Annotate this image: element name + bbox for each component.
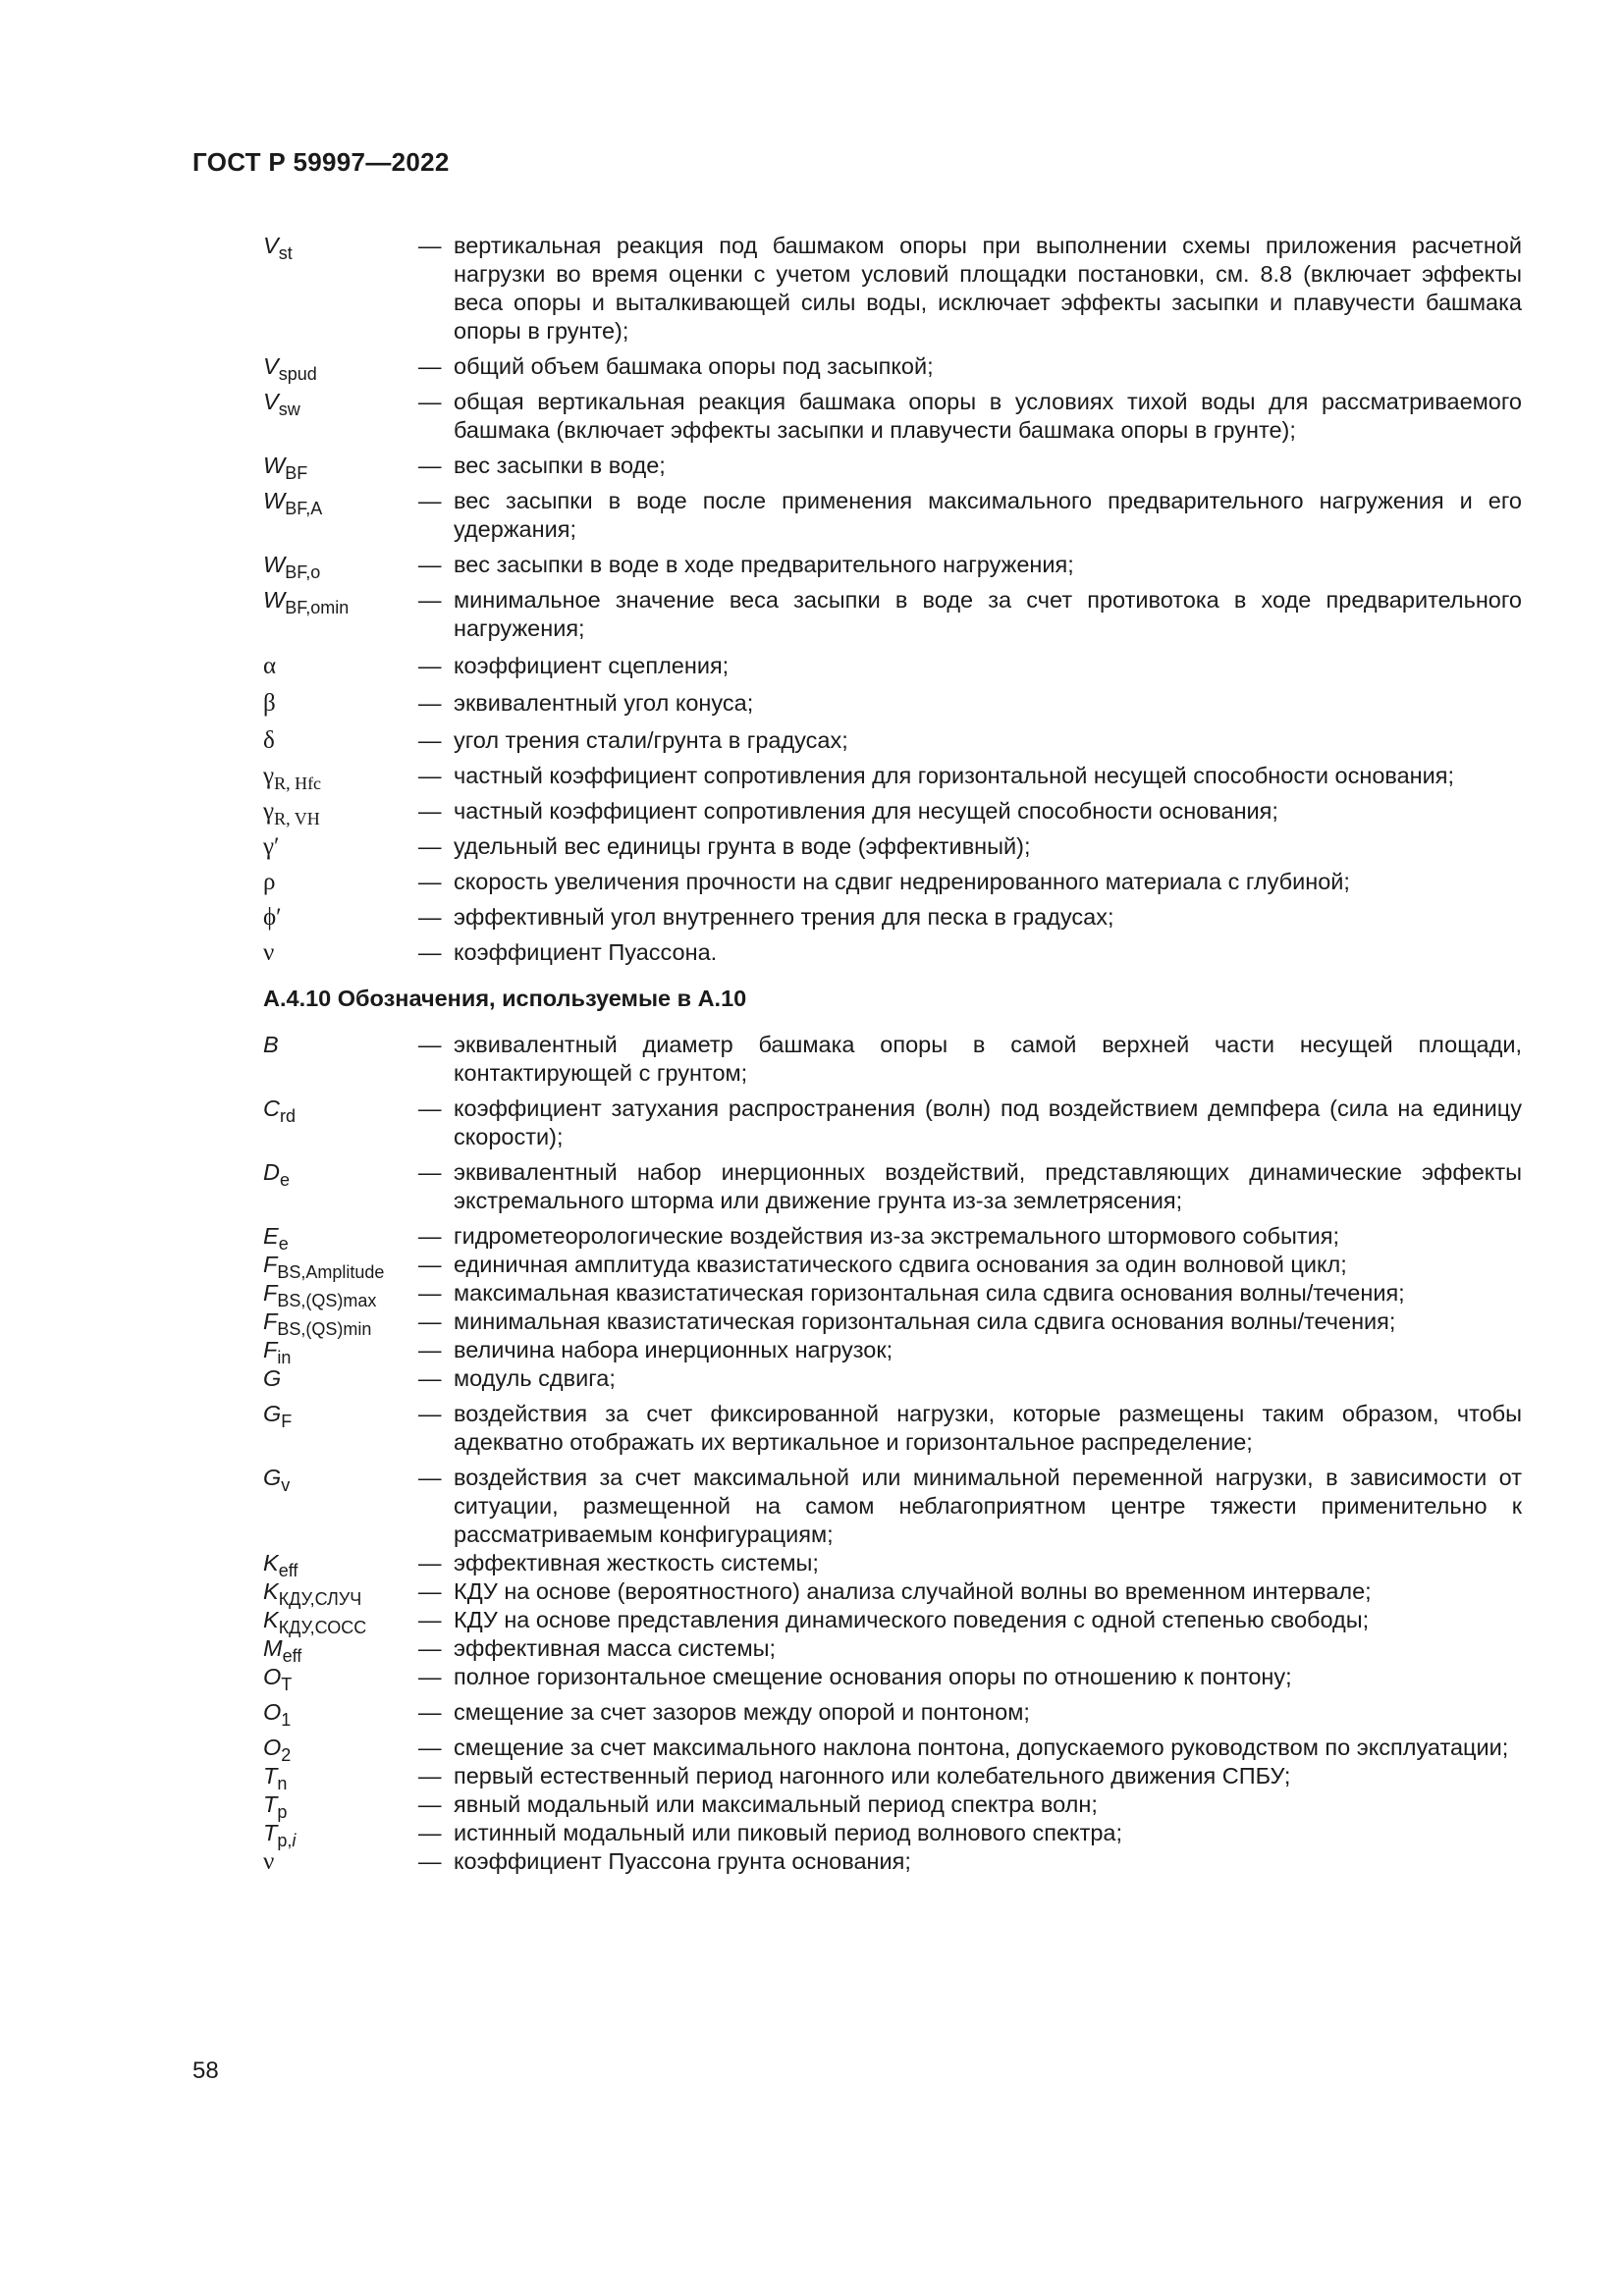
symbol-base: W bbox=[263, 552, 286, 577]
symbol-definition: вес засыпки в воде после применения максимального предварительного нагружения и его удержания; bbox=[454, 488, 1522, 542]
symbol-subscript: BF bbox=[285, 463, 308, 483]
symbol-base: E bbox=[263, 1223, 279, 1249]
symbol-subscript: e bbox=[279, 1170, 290, 1190]
symbol-row bbox=[263, 487, 1522, 544]
symbol-definition: истинный модальный или пиковый период волнового спектра; bbox=[454, 1820, 1123, 1845]
em-dash: — bbox=[418, 653, 442, 678]
symbol-base: G bbox=[263, 1365, 282, 1391]
symbol-subscript: 2 bbox=[281, 1745, 292, 1765]
document-header: ГОСТ Р 59997—2022 bbox=[192, 147, 450, 177]
symbol-row bbox=[263, 1606, 1522, 1637]
symbol-base: ϕ′ bbox=[263, 904, 282, 931]
symbol-base: T bbox=[263, 1791, 278, 1817]
symbol-subscript: n bbox=[277, 1774, 288, 1793]
symbol-row bbox=[263, 551, 1522, 582]
symbol-row bbox=[263, 1819, 1522, 1850]
symbol-row bbox=[263, 938, 1522, 967]
symbol-definition: единичная амплитуда квазистатического сдвига основания за один волновой цикл; bbox=[454, 1252, 1347, 1277]
em-dash: — bbox=[418, 869, 442, 894]
symbol-definition: общая вертикальная реакция башмака опоры в условиях тихой воды для рассматриваемого башмака (включает эффекты засыпки и плавучести башмака опоры в грунте); bbox=[454, 389, 1522, 443]
symbol-row bbox=[263, 832, 1522, 861]
em-dash: — bbox=[418, 353, 442, 379]
symbol-base: C bbox=[263, 1095, 280, 1121]
symbol-base: γ bbox=[263, 763, 275, 789]
symbol-definition: модуль сдвига; bbox=[454, 1365, 616, 1391]
symbols-section-a bbox=[263, 232, 1522, 967]
symbol bbox=[263, 1095, 418, 1126]
symbol-base: O bbox=[263, 1735, 282, 1760]
symbol-row bbox=[263, 1663, 1522, 1694]
symbol-definition: частный коэффициент сопротивления для несущей способности основания; bbox=[454, 798, 1278, 824]
section-heading: А.4.10 Обозначения, используемые в А.10 bbox=[263, 986, 747, 1011]
em-dash: — bbox=[418, 1763, 442, 1789]
symbol-subscript: BF,A bbox=[285, 499, 323, 518]
symbol bbox=[263, 1698, 418, 1730]
em-dash: — bbox=[418, 1032, 442, 1057]
em-dash: — bbox=[418, 1664, 442, 1689]
em-dash: — bbox=[418, 1223, 442, 1249]
symbol-base: V bbox=[263, 233, 279, 258]
em-dash: — bbox=[418, 1848, 442, 1874]
symbol-base: β bbox=[263, 690, 276, 717]
symbol-base: D bbox=[263, 1159, 280, 1185]
symbol bbox=[263, 652, 418, 680]
symbol-subscript: v bbox=[281, 1475, 291, 1495]
em-dash: — bbox=[418, 1365, 442, 1391]
em-dash: — bbox=[418, 939, 442, 965]
symbol-base: T bbox=[263, 1820, 278, 1845]
symbol bbox=[263, 1734, 418, 1765]
symbol bbox=[263, 938, 418, 967]
symbol bbox=[263, 868, 418, 896]
symbol bbox=[263, 551, 418, 582]
symbol-row bbox=[263, 232, 1522, 346]
symbol bbox=[263, 1762, 418, 1793]
symbol-subscript: R, VH bbox=[274, 809, 320, 828]
symbol-definition: частный коэффициент сопротивления для горизонтальной несущей способности основания; bbox=[454, 763, 1455, 788]
symbol-row bbox=[263, 1400, 1522, 1457]
em-dash: — bbox=[418, 1791, 442, 1817]
symbol-row bbox=[263, 903, 1522, 932]
symbol bbox=[263, 726, 418, 755]
symbol-base: V bbox=[263, 389, 279, 414]
symbol bbox=[263, 1819, 418, 1850]
symbol-row bbox=[263, 1308, 1522, 1339]
symbols-list bbox=[263, 232, 1522, 1876]
symbol-definition: коэффициент затухания распространения (волн) под воздействием демпфера (сила на единицу скорости); bbox=[454, 1095, 1522, 1149]
em-dash: — bbox=[418, 1735, 442, 1760]
symbol bbox=[263, 1549, 418, 1580]
symbol-row bbox=[263, 1222, 1522, 1254]
symbol-base: B bbox=[263, 1032, 279, 1057]
symbol-subscript: e bbox=[278, 1234, 289, 1254]
symbol-definition: воздействия за счет максимальной или минимальной переменной нагрузки, в зависимости от ситуации, размещенной на самом неблагоприятном центре тяжести применительно к рассматриваемым конфигурациям; bbox=[454, 1465, 1522, 1547]
symbol-row bbox=[263, 868, 1522, 896]
symbol bbox=[263, 388, 418, 419]
symbol-base: ν bbox=[263, 939, 275, 966]
symbol-definition: вес засыпки в воде в ходе предварительного нагружения; bbox=[454, 552, 1074, 577]
symbol-definition: эффективный угол внутреннего трения для песка в градусах; bbox=[454, 904, 1114, 930]
symbol-base: F bbox=[263, 1280, 278, 1306]
symbol bbox=[263, 1634, 418, 1666]
em-dash: — bbox=[418, 1465, 442, 1490]
symbol-base: ν bbox=[263, 1848, 275, 1875]
symbol-base: F bbox=[263, 1337, 278, 1362]
em-dash: — bbox=[418, 1308, 442, 1334]
symbol bbox=[263, 232, 418, 263]
em-dash: — bbox=[418, 488, 442, 513]
symbol-subscript: p bbox=[277, 1802, 288, 1822]
symbol-subscript: spud bbox=[278, 364, 317, 384]
em-dash: — bbox=[418, 453, 442, 478]
symbol-row bbox=[263, 1279, 1522, 1308]
symbol-subscript: 1 bbox=[281, 1710, 292, 1730]
symbol-definition: коэффициент Пуассона. bbox=[454, 939, 718, 965]
symbol bbox=[263, 689, 418, 718]
symbol-definition: КДУ на основе представления динамического поведения с одной степенью свободы; bbox=[454, 1607, 1370, 1632]
symbol-base: F bbox=[263, 1308, 278, 1334]
em-dash: — bbox=[418, 1820, 442, 1845]
symbol bbox=[263, 1464, 418, 1495]
symbol bbox=[263, 1336, 418, 1367]
symbol-base: G bbox=[263, 1465, 282, 1490]
symbol bbox=[263, 352, 418, 384]
symbol-subscript: R, Hfc bbox=[274, 774, 322, 793]
symbol-base: T bbox=[263, 1763, 278, 1789]
symbol bbox=[263, 586, 418, 617]
symbol-subscript: КДУ,СЛУЧ bbox=[278, 1589, 362, 1609]
symbol-base: W bbox=[263, 587, 286, 613]
symbol-definition: КДУ на основе (вероятностного) анализа случайной волны во временном интервале; bbox=[454, 1578, 1372, 1604]
symbol-row bbox=[263, 352, 1522, 384]
symbol-base: V bbox=[263, 353, 279, 379]
em-dash: — bbox=[418, 1401, 442, 1426]
em-dash: — bbox=[418, 1578, 442, 1604]
symbol-definition: эффективная масса системы; bbox=[454, 1635, 777, 1661]
symbol-row bbox=[263, 1031, 1522, 1088]
symbol-definition: полное горизонтальное смещение основания опоры по отношению к понтону; bbox=[454, 1664, 1292, 1689]
symbol bbox=[263, 1400, 418, 1431]
symbol-row bbox=[263, 726, 1522, 755]
symbol-definition: коэффициент сцепления; bbox=[454, 653, 730, 678]
em-dash: — bbox=[418, 763, 442, 788]
symbol-base: γ′ bbox=[263, 833, 280, 860]
symbols-section-b bbox=[263, 1031, 1522, 1876]
symbol-definition: вес засыпки в воде; bbox=[454, 453, 666, 478]
symbol-definition: общий объем башмака опоры под засыпкой; bbox=[454, 353, 934, 379]
symbol bbox=[263, 903, 418, 932]
symbol-definition: скорость увеличения прочности на сдвиг недренированного материала с глубиной; bbox=[454, 869, 1350, 894]
symbol-row bbox=[263, 797, 1522, 826]
symbol bbox=[263, 1031, 418, 1059]
symbol-subscript: BS,Amplitude bbox=[277, 1262, 385, 1282]
em-dash: — bbox=[418, 552, 442, 577]
symbol-row bbox=[263, 1734, 1522, 1765]
symbol bbox=[263, 832, 418, 861]
symbol bbox=[263, 762, 418, 793]
symbol-base: α bbox=[263, 653, 277, 679]
symbol-definition: минимальная квазистатическая горизонтальная сила сдвига основания волны/течения; bbox=[454, 1308, 1396, 1334]
em-dash: — bbox=[418, 1252, 442, 1277]
em-dash: — bbox=[418, 1095, 442, 1121]
symbol-row bbox=[263, 1158, 1522, 1215]
symbol-row bbox=[263, 1549, 1522, 1580]
symbol-row bbox=[263, 1336, 1522, 1367]
em-dash: — bbox=[418, 1159, 442, 1185]
symbol-row bbox=[263, 452, 1522, 483]
symbol-subscript: BF,o bbox=[285, 562, 321, 582]
symbol-definition: вертикальная реакция под башмаком опоры при выполнении схемы приложения расчетной нагрузки во время оценки с учетом условий площадки постановки, см. 8.8 (включает эффекты веса опоры и выталкивающей силы воды, исключает эффекты засыпки и плавучести башмака опоры в грунте); bbox=[454, 233, 1522, 344]
symbol bbox=[263, 1364, 418, 1393]
symbol-row bbox=[263, 586, 1522, 643]
symbol bbox=[263, 1847, 418, 1876]
symbol-definition: воздействия за счет фиксированной нагрузки, которые размещены таким образом, чтобы адекватно отображать их вертикальное и горизонтальное распределение; bbox=[454, 1401, 1522, 1455]
em-dash: — bbox=[418, 389, 442, 414]
symbol-definition: эффективная жесткость системы; bbox=[454, 1550, 819, 1575]
em-dash: — bbox=[418, 727, 442, 753]
symbol-base: K bbox=[263, 1607, 279, 1632]
symbol-base: K bbox=[263, 1550, 279, 1575]
symbol-base: G bbox=[263, 1401, 282, 1426]
symbol bbox=[263, 1308, 418, 1339]
em-dash: — bbox=[418, 690, 442, 716]
symbol-subscript: BF,omin bbox=[285, 598, 350, 617]
symbol-definition: гидрометеорологические воздействия из-за экстремального штормового события; bbox=[454, 1223, 1340, 1249]
symbol-row bbox=[263, 1095, 1522, 1151]
symbol bbox=[263, 1577, 418, 1609]
symbol-definition: первый естественный период нагонного или колебательного движения СПБУ; bbox=[454, 1763, 1291, 1789]
symbol-row bbox=[263, 1251, 1522, 1282]
symbol bbox=[263, 1222, 418, 1254]
symbol-base: O bbox=[263, 1664, 282, 1689]
em-dash: — bbox=[418, 1699, 442, 1725]
symbol-definition: смещение за счет зазоров между опорой и понтоном; bbox=[454, 1699, 1030, 1725]
symbol-row bbox=[263, 652, 1522, 680]
em-dash: — bbox=[418, 833, 442, 859]
symbol-base: γ bbox=[263, 798, 275, 825]
symbol-row bbox=[263, 1577, 1522, 1609]
symbol-subscript: p,i bbox=[277, 1831, 297, 1850]
symbol-definition: угол трения стали/грунта в градусах; bbox=[454, 727, 848, 753]
symbol-subscript: eff bbox=[282, 1646, 302, 1666]
em-dash: — bbox=[418, 1550, 442, 1575]
symbol-base: M bbox=[263, 1635, 283, 1661]
em-dash: — bbox=[418, 1280, 442, 1306]
symbol-definition: величина набора инерционных нагрузок; bbox=[454, 1337, 893, 1362]
symbol-subscript: sw bbox=[278, 400, 300, 419]
symbol-subscript: BS,(QS)min bbox=[277, 1319, 372, 1339]
em-dash: — bbox=[418, 587, 442, 613]
em-dash: — bbox=[418, 798, 442, 824]
symbol-definition: коэффициент Пуассона грунта основания; bbox=[454, 1848, 911, 1874]
symbol-base: ρ bbox=[263, 869, 276, 895]
symbol-row bbox=[263, 1634, 1522, 1666]
symbol-definition: эквивалентный набор инерционных воздействий, представляющих динамические эффекты экстремального шторма или движение грунта из-за землетрясения; bbox=[454, 1159, 1522, 1213]
symbol bbox=[263, 1279, 418, 1308]
symbol-base: W bbox=[263, 453, 286, 478]
symbol-row bbox=[263, 1464, 1522, 1549]
symbol-row bbox=[263, 388, 1522, 445]
symbol-base: F bbox=[263, 1252, 278, 1277]
em-dash: — bbox=[418, 1635, 442, 1661]
symbol-definition: эквивалентный диаметр башмака опоры в самой верхней части несущей площади, контактирующей с грунтом; bbox=[454, 1032, 1522, 1086]
symbol bbox=[263, 452, 418, 483]
symbol-row bbox=[263, 762, 1522, 793]
symbol-subscript: BS,(QS)max bbox=[277, 1291, 377, 1310]
symbol-definition: эквивалентный угол конуса; bbox=[454, 690, 754, 716]
em-dash: — bbox=[418, 1337, 442, 1362]
symbol-definition: минимальное значение веса засыпки в воде за счет противотока в ходе предварительного нагружения; bbox=[454, 587, 1522, 641]
symbol-definition: явный модальный или максимальный период спектра волн; bbox=[454, 1791, 1098, 1817]
em-dash: — bbox=[418, 233, 442, 258]
symbol-base: K bbox=[263, 1578, 279, 1604]
symbol-base: W bbox=[263, 488, 286, 513]
symbol-row bbox=[263, 689, 1522, 718]
em-dash: — bbox=[418, 904, 442, 930]
symbol-subscript: st bbox=[278, 243, 293, 263]
symbol-row bbox=[263, 1698, 1522, 1730]
symbol-subscript: T bbox=[281, 1675, 293, 1694]
symbol-subscript: eff bbox=[278, 1561, 298, 1580]
symbol-subscript: in bbox=[277, 1348, 292, 1367]
symbol-row bbox=[263, 1847, 1522, 1876]
em-dash: — bbox=[418, 1607, 442, 1632]
symbol bbox=[263, 1158, 418, 1190]
symbol-row bbox=[263, 1790, 1522, 1822]
symbol bbox=[263, 1663, 418, 1694]
symbol bbox=[263, 1790, 418, 1822]
symbol bbox=[263, 487, 418, 518]
symbol-definition: удельный вес единицы грунта в воде (эффективный); bbox=[454, 833, 1031, 859]
symbol bbox=[263, 797, 418, 826]
symbol-subscript: F bbox=[281, 1412, 293, 1431]
symbol-definition: максимальная квазистатическая горизонтальная сила сдвига основания волны/течения; bbox=[454, 1280, 1405, 1306]
symbol-definition: смещение за счет максимального наклона понтона, допускаемого руководством по эксплуатации; bbox=[454, 1735, 1509, 1760]
symbol-subscript: КДУ,СОСС bbox=[278, 1618, 367, 1637]
symbol-row bbox=[263, 1364, 1522, 1393]
symbol-subscript: rd bbox=[279, 1106, 296, 1126]
symbol-base: O bbox=[263, 1699, 282, 1725]
symbol-base: δ bbox=[263, 727, 275, 754]
symbol bbox=[263, 1606, 418, 1637]
symbol bbox=[263, 1251, 418, 1282]
page-number: 58 bbox=[192, 2057, 219, 2084]
symbol-row bbox=[263, 1762, 1522, 1793]
